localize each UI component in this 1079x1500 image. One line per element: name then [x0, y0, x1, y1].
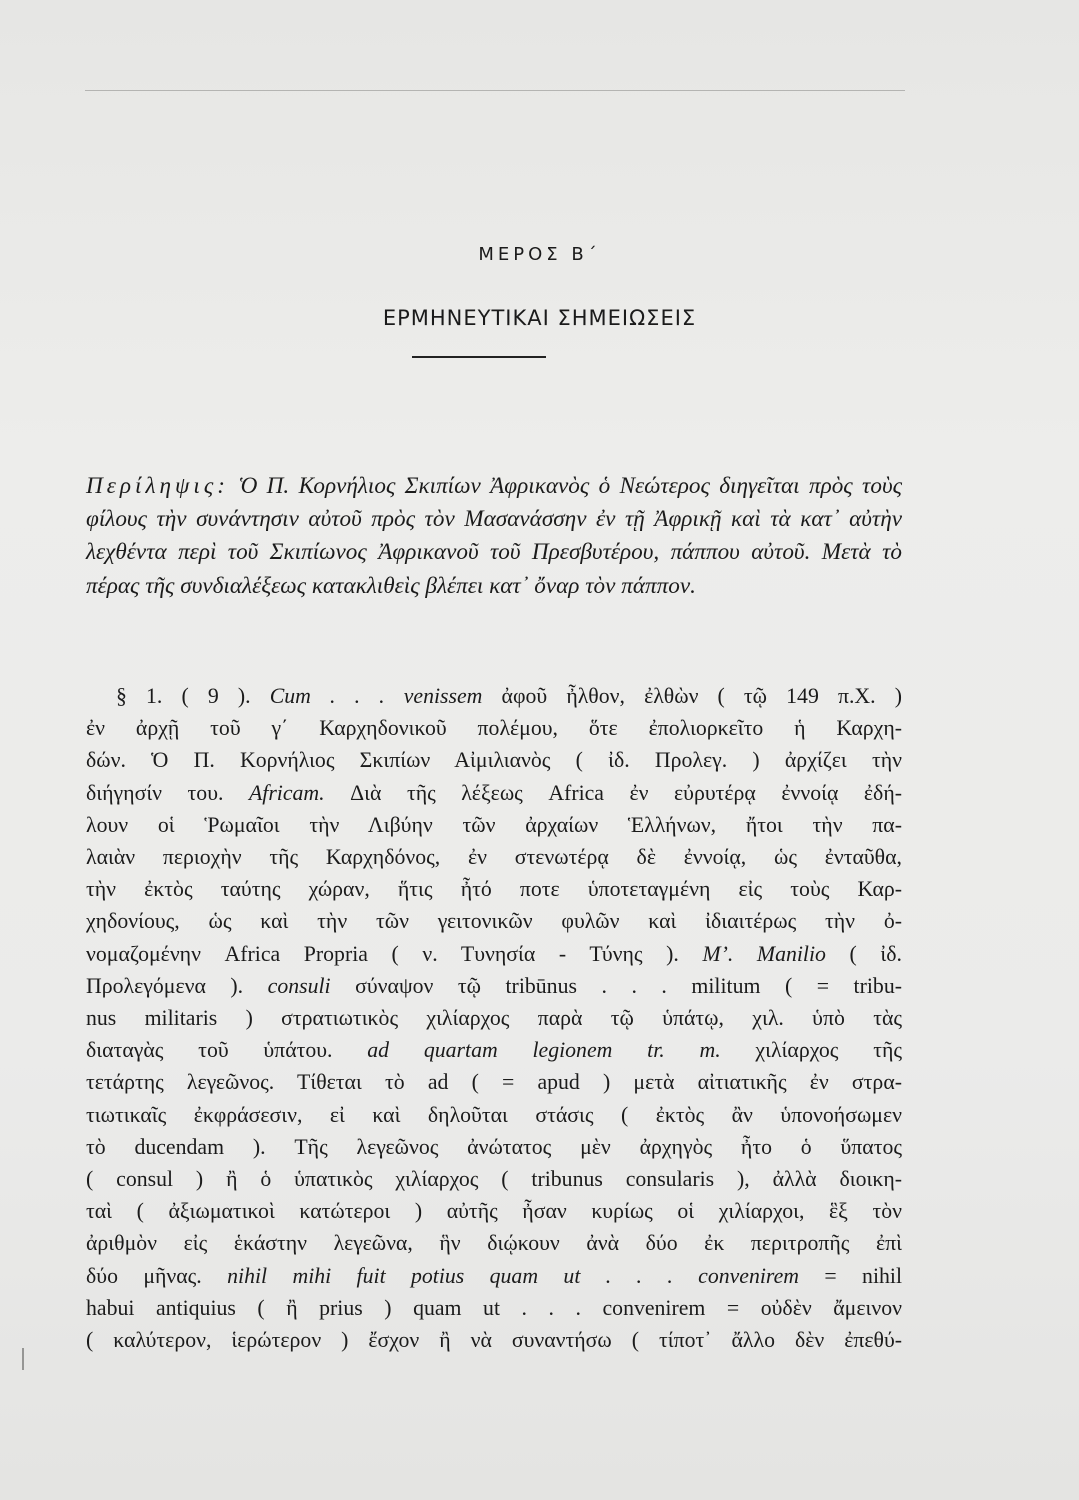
- body-line: τὴν ἐκτὸς ταύτης χώραν, ἥτις ἦτό ποτε ὑποτεταγμένη εἰς τοὺς Καρ-: [86, 877, 902, 902]
- body-line: nus militaris ) στρατιωτικὸς χιλίαρχος παρὰ τῷ ὑπάτῳ, χιλ. ὑπὸ τὰς: [86, 1006, 902, 1031]
- body-line: τὸ ducendam ). Τῆς λεγεῶνος ἀνώτατος μὲν ἀρχηγὸς ἦτο ὁ ὕπατος: [86, 1134, 902, 1159]
- body-line: λουν οἱ Ῥωμαῖοι τὴν Λιβύην τῶν ἀρχαίων Ἑλλήνων, ἤτοι τὴν πα-: [86, 812, 902, 837]
- body-line: Προλεγόμενα ). consuli σύναψον τῷ tribūnus . . . militum ( = tribu-: [86, 973, 902, 998]
- title-divider: [412, 356, 546, 358]
- part-title: ΜΕΡΟΣ Β΄: [478, 244, 601, 265]
- body-line: ἐν ἀρχῇ τοῦ γ΄ Καρχηδονικοῦ πολέμου, ὅτε ἐπολιορκεῖτο ἡ Καρχη-: [86, 716, 902, 741]
- body-line: habui antiquius ( ἢ prius ) quam ut . . . convenirem = οὐδὲν ἄμεινον: [86, 1295, 902, 1320]
- body-line: δών. Ὁ Π. Κορνήλιος Σκιπίων Αἰμιλιανὸς ( ἰδ. Προλεγ. ) ἀρχίζει τὴν: [86, 748, 902, 773]
- summary-label: Περίληψις:: [86, 473, 229, 499]
- summary-paragraph: [86, 470, 902, 603]
- body-line: δύο μῆνας. nihil mihi fuit potius quam ut . . . convenirem = nihil: [86, 1263, 903, 1288]
- body-line: § 1. ( 9 ). Cum . . . venissem ἀφοῦ ἦλθον, ἐλθὼν ( τῷ 149 π.Χ. ): [116, 684, 902, 708]
- commentary-body: [86, 680, 902, 1356]
- bleed-through-rule: [85, 90, 905, 91]
- body-line: τετάρτης λεγεῶνος. Τίθεται τὸ ad ( = apud ) μετὰ αἰτιατικῆς ἐν στρα-: [86, 1070, 902, 1095]
- body-line: χηδονίους, ὡς καὶ τὴν τῶν γειτονικῶν φυλῶν καὶ ἰδιαιτέρως τὴν ὀ-: [86, 909, 902, 934]
- body-line: ἀριθμὸν εἰς ἑκάστην λεγεῶνα, ἣν διῴκουν ἀνὰ δύο ἐκ περιτροπῆς ἐπὶ: [86, 1231, 902, 1256]
- margin-mark: [22, 1348, 24, 1370]
- section-title: ΕΡΜΗΝΕΥΤΙΚΑΙ ΣΗΜΕΙΩΣΕΙΣ: [382, 306, 697, 330]
- body-line: διήγησίν του. Africam. Διὰ τῆς λέξεως Africa ἐν εὐρυτέρᾳ ἐννοίᾳ ἐδή-: [86, 780, 902, 805]
- body-line: τιωτικαῖς ἐκφράσεσιν, εἰ καὶ δηλοῦται στάσις ( ἐκτὸς ἂν ὑπονοήσωμεν: [86, 1102, 902, 1127]
- body-line: διαταγὰς τοῦ ὑπάτου. ad quartam legionem tr. m. χιλίαρχος τῆς: [86, 1038, 902, 1063]
- body-line: ταὶ ( ἀξιωματικοὶ κατώτεροι ) αὐτῆς ἦσαν κυρίως οἱ χιλίαρχοι, ἓξ τὸν: [86, 1199, 902, 1224]
- summary-text: Ὁ Π. Κορνήλιος Σκιπίων Ἀφρικανὸς ὁ Νεώτερος διηγεῖται πρὸς τοὺς φίλους τὴν συνάντησιν αὐτοῦ πρὸς τὸν Μασανάσσην ἐν τῇ Ἀφρικῇ καὶ τὰ κατ᾽ αὐτὴν λεχθέντα περὶ τοῦ Σκιπίωνος Ἀφρικανοῦ τοῦ Πρεσβυτέρου, πάππου αὐτοῦ. Μετὰ τὸ πέρας τῆς συνδιαλέξεως κατακλιθεὶς βλέπει κατ᾽ ὄναρ τὸν πάππον.: [86, 473, 902, 599]
- body-line: ( καλύτερον, ἱερώτερον ) ἔσχον ἢ νὰ συναντήσω ( τίποτ᾽ ἄλλο δὲν ἐπεθύ-: [86, 1328, 902, 1353]
- body-line: νομαζομένην Africa Propria ( ν. Τυνησία - Τύνης ). M’. Manilio ( ἰδ.: [86, 941, 902, 966]
- body-line: λαιὰν περιοχὴν τῆς Καρχηδόνος, ἐν στενωτέρᾳ δὲ ἐννοίᾳ, ὡς ἐνταῦθα,: [86, 845, 902, 870]
- body-line: ( consul ) ἢ ὁ ὑπατικὸς χιλίαρχος ( tribunus consularis ), ἀλλὰ διοικη-: [86, 1167, 902, 1192]
